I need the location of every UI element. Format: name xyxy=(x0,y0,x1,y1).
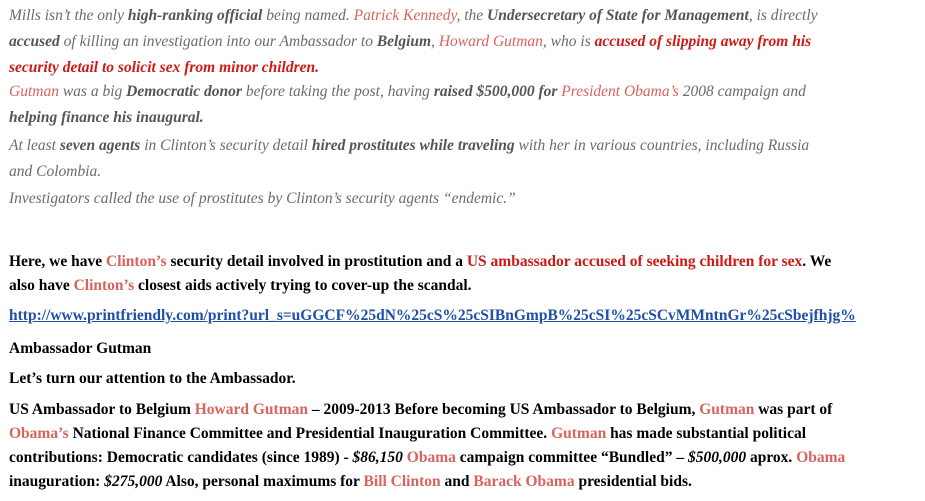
section-heading: Ambassador Gutman xyxy=(9,340,152,357)
emphasis: hired prostitutes while traveling xyxy=(311,137,515,154)
text: Also, personal maximums for xyxy=(162,473,364,490)
text: inauguration: xyxy=(9,473,105,490)
name-highlight: Obama xyxy=(796,449,846,466)
red-emphasis: security detail to solicit sex from minor children. xyxy=(9,59,319,76)
quote-paragraph-1 xyxy=(9,3,818,81)
body-paragraph-3 xyxy=(9,398,845,494)
text: aprox. xyxy=(746,449,797,466)
body-paragraph-1 xyxy=(9,250,831,298)
text: security detail involved in prostitution and a xyxy=(166,253,467,270)
name-highlight: Obama xyxy=(406,449,456,466)
amount: $86,150 xyxy=(352,449,403,466)
emphasis: Undersecretary of State for Management xyxy=(487,7,749,24)
name-highlight: Gutman xyxy=(551,425,607,442)
text: was part of xyxy=(754,401,833,418)
emphasis: seven agents xyxy=(59,137,141,154)
text: , is directly xyxy=(748,7,818,24)
text: – 2009-2013 Before becoming US Ambassador to Belgium, xyxy=(308,401,700,418)
text: contributions: Democratic candidates (since 1989) - xyxy=(9,449,353,466)
quote-paragraph-4: Investigators called the use of prostitutes by Clinton’s security agents “endemic.” xyxy=(9,190,516,207)
text: before taking the post, having xyxy=(241,83,434,100)
emphasis: Belgium xyxy=(376,33,432,50)
quote-paragraph-3 xyxy=(9,133,809,185)
red-emphasis: accused of slipping away from his xyxy=(594,33,812,50)
text: campaign committee “Bundled” – xyxy=(455,449,688,466)
name-highlight: Bill Clinton xyxy=(363,473,441,490)
text: , xyxy=(431,33,439,50)
text: Here, we have xyxy=(9,253,106,270)
text: 2008 campaign and xyxy=(678,83,806,100)
emphasis: raised $500,000 for xyxy=(433,83,558,100)
emphasis: accused xyxy=(9,33,60,50)
text: presidential bids. xyxy=(574,473,692,490)
text: of killing an investigation into our Ambassador to xyxy=(59,33,377,50)
text: US Ambassador to Belgium xyxy=(9,401,195,418)
link-paragraph xyxy=(9,305,856,327)
text: with her in various countries, including Russia xyxy=(514,137,810,154)
text: also have xyxy=(9,277,74,294)
amount: $275,000 xyxy=(104,473,163,490)
text: . We xyxy=(802,253,832,270)
amount: $500,000 xyxy=(687,449,747,466)
name-highlight: Clinton’s xyxy=(106,253,167,270)
name-highlight: Gutman xyxy=(9,83,59,100)
text: , who is xyxy=(542,33,595,50)
emphasis: helping finance his inaugural. xyxy=(9,109,204,126)
name-highlight: Patrick Kennedy xyxy=(353,7,457,24)
text: At least xyxy=(9,137,60,154)
name-highlight: Howard Gutman xyxy=(438,33,543,50)
body-paragraph-2: Let’s turn our attention to the Ambassador. xyxy=(9,370,296,387)
name-highlight: President Obama’s xyxy=(561,83,679,100)
emphasis: Democratic donor xyxy=(126,83,242,100)
text: closest aids actively trying to cover-up the scandal. xyxy=(134,277,472,294)
quote-paragraph-2 xyxy=(9,79,806,131)
emphasis: high-ranking official xyxy=(127,7,263,24)
text: and xyxy=(440,473,474,490)
text: being named. xyxy=(262,7,354,24)
text: was a big xyxy=(58,83,127,100)
text: National Finance Committee and Presidential Inauguration Committee. xyxy=(68,425,552,442)
text: , the xyxy=(456,7,488,24)
text: in Clinton’s security detail xyxy=(140,137,312,154)
printfriendly-link[interactable]: http://www.printfriendly.com/print?url_s=uGGCF%25dN%25cS%25cSIBnGmpB%25cSI%25cSCvMMntnGr%25cSbejfhjg% xyxy=(9,307,856,324)
name-highlight: Barack Obama xyxy=(473,473,575,490)
name-highlight: Clinton’s xyxy=(73,277,135,294)
name-highlight: Howard Gutman xyxy=(194,401,308,418)
text: has made substantial political xyxy=(606,425,806,442)
name-highlight: Gutman xyxy=(699,401,755,418)
text: Mills isn’t the only xyxy=(9,7,128,24)
text: and Colombia. xyxy=(9,163,102,180)
red-emphasis: US ambassador accused of seeking children for sex xyxy=(466,253,803,270)
name-highlight: Obama’s xyxy=(9,425,69,442)
